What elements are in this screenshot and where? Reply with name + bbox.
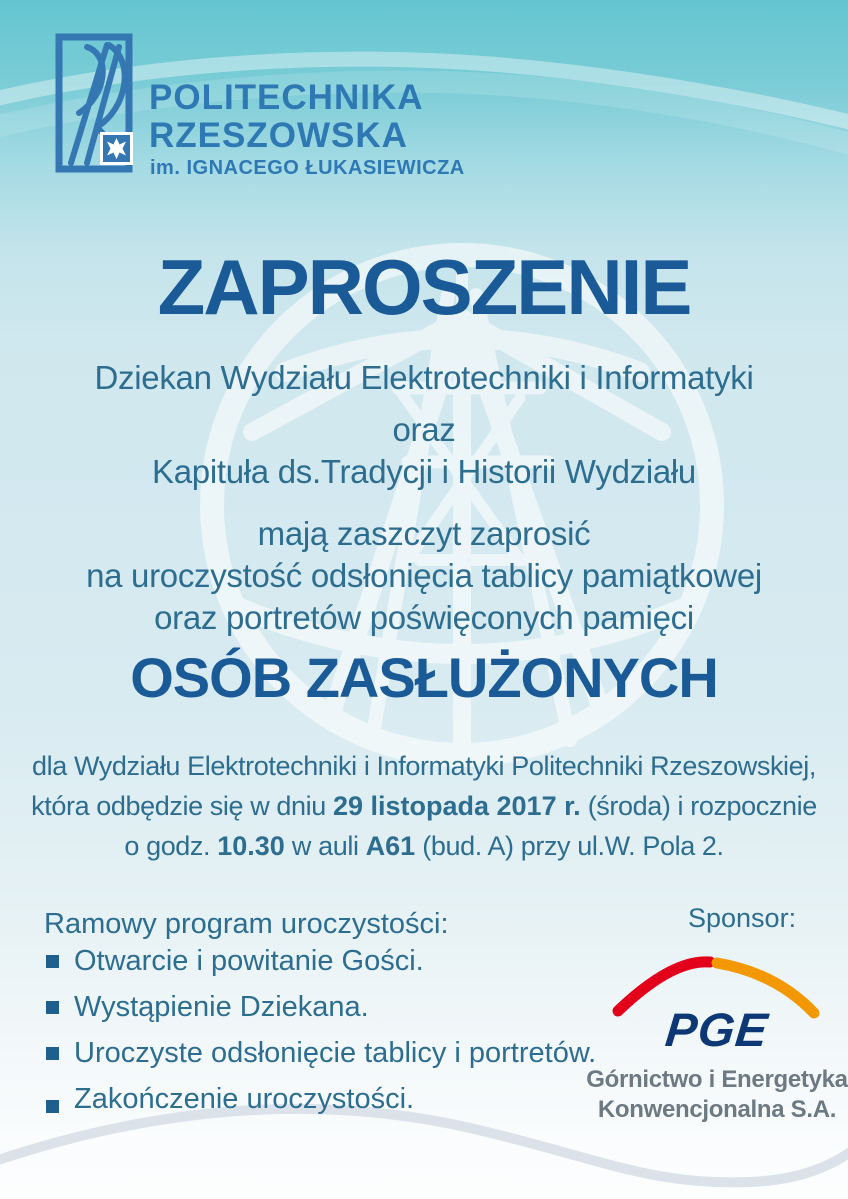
program-item — [46, 984, 596, 1030]
details-line-3 — [0, 830, 848, 862]
event-date: 29 listopada 2017 r. — [332, 791, 581, 821]
program-list — [46, 938, 596, 1122]
sponsor-company-line1: Górnictwo i Energetyka — [586, 1066, 848, 1093]
program-item-label: Uroczyste odsłonięcie tablicy i portretów. — [74, 1036, 597, 1069]
program-item-label: Zakończenie uroczystości. — [74, 1082, 415, 1115]
details-line-1: dla Wydziału Elektrotechniki i Informatyki Politechniki Rzeszowskiej, — [32, 751, 816, 781]
sponsor-company-line2: Konwencjonalna S.A. — [597, 1096, 837, 1123]
program-item-label: Wystąpienie Dziekana. — [74, 990, 369, 1023]
program-item — [46, 1076, 596, 1122]
event-time: 10.30 — [217, 831, 285, 861]
program-item — [46, 938, 596, 984]
pge-logo-text: PGE — [663, 1003, 771, 1056]
program-item — [46, 1030, 596, 1076]
honorees-subtitle: OSÓB ZASŁUŻONYCH — [130, 646, 718, 709]
details-line-2 — [0, 790, 848, 822]
body-line-3: oraz portretów poświęconych pamięci — [154, 599, 694, 636]
details-line2-post: (środa) i rozpocznie — [580, 791, 817, 821]
sponsor-label: Sponsor: — [688, 903, 797, 933]
university-patron-line: im. IGNACEGO ŁUKASIEWICZA — [150, 157, 465, 179]
body-line-1: mają zaszczyt zaprosić — [257, 515, 591, 552]
university-name-line2: RZESZOWSKA — [149, 116, 408, 155]
details-line2-pre: która odbędzie się w dniu — [31, 791, 333, 821]
host-line-chapter: Kapituła ds.Tradycji i Historii Wydziału — [152, 453, 696, 490]
bullet-square-icon — [46, 1001, 59, 1014]
event-room: A61 — [365, 831, 416, 861]
bullet-square-icon — [46, 1047, 59, 1060]
bullet-square-icon — [46, 1100, 59, 1113]
program-item-label: Otwarcie i powitanie Gości. — [74, 944, 424, 977]
program-heading: Ramowy program uroczystości: — [44, 908, 449, 940]
body-line-2: na uroczystość odsłonięcia tablicy pamiątkowej — [86, 557, 762, 594]
host-line-dean: Dziekan Wydziału Elektrotechniki i Informatyki — [94, 359, 754, 396]
sponsor-company-name — [586, 1065, 848, 1125]
details-line3-pre: o godz. — [124, 831, 218, 861]
details-line3-mid: w auli — [284, 831, 366, 861]
details-line3-post: (bud. A) przy ul.W. Pola 2. — [415, 831, 724, 861]
university-name-line1: POLITECHNIKA — [149, 78, 424, 117]
invitation-title: ZAPROSZENIE — [157, 243, 691, 331]
host-line-oraz: oraz — [392, 411, 456, 448]
university-monogram-icon — [55, 33, 135, 175]
bullet-square-icon — [46, 955, 59, 968]
